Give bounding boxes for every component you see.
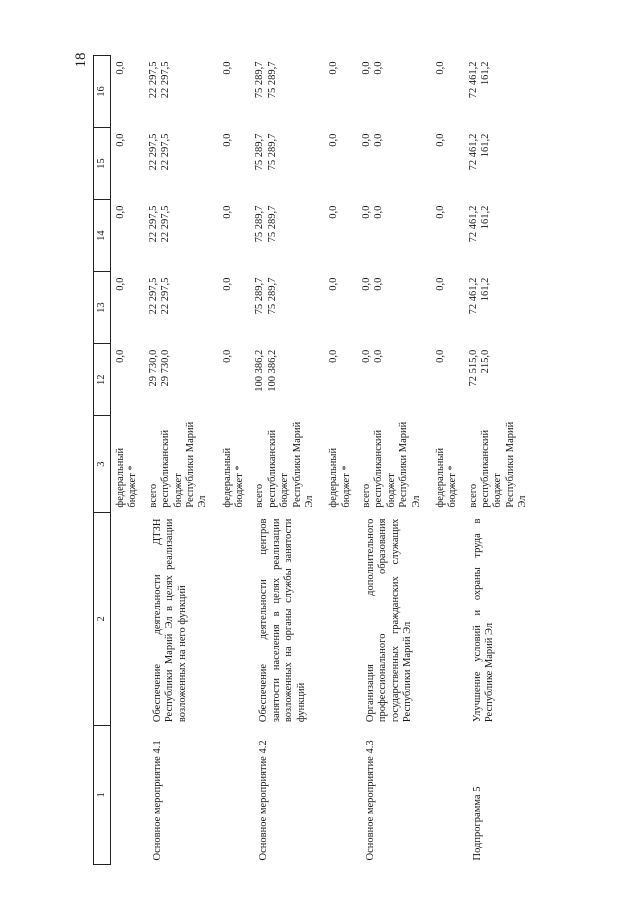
value-cell: 0,0 (373, 205, 385, 219)
value-cell: 161,2 (480, 61, 491, 86)
financing-table (93, 55, 530, 865)
value-cell: 75 289,7 (266, 277, 278, 315)
value-cell: 0,0 (373, 349, 385, 363)
value-cell: 22 297,5 (160, 205, 172, 243)
value-cell: 0,0 (115, 61, 126, 75)
value-cell: 0,0 (434, 205, 446, 219)
value-cell: 0,0 (221, 133, 233, 147)
value-cell: 75 289,7 (266, 133, 278, 171)
table-row (468, 56, 480, 865)
value-cell: 75 289,7 (266, 205, 278, 243)
source-label: федеральный бюджет * (221, 447, 245, 508)
value-cell: 0,0 (434, 133, 446, 147)
value-cell: 0,0 (373, 133, 385, 147)
value-cell: 100 386,2 (266, 349, 278, 392)
value-cell: 22 297,5 (147, 133, 159, 171)
measure-name: Обеспечение деятельности центров занятости населения в целях реализации возложенных на органы службы занятости функций (258, 518, 307, 723)
table-row (111, 56, 148, 865)
value-cell: 0,0 (373, 277, 385, 291)
value-cell: 29 730,0 (147, 349, 159, 387)
header-col-14: 14 (94, 200, 111, 272)
value-cell: 22 297,5 (160, 133, 172, 171)
header-row (94, 56, 111, 865)
value-cell: 100 386,2 (254, 349, 266, 392)
value-cell: 161,2 (480, 277, 491, 302)
source-label: республиканский бюджет Республики Марий Эл (266, 421, 315, 508)
table-row (148, 56, 160, 865)
rotated-page (93, 55, 529, 865)
value-cell: 22 297,5 (160, 61, 172, 99)
subprogram-code: Подпрограмма 5 (471, 786, 483, 861)
value-cell: 0,0 (328, 277, 340, 291)
source-label: федеральный бюджет * (328, 447, 352, 508)
value-cell: 75 289,7 (254, 133, 266, 171)
source-label: республиканский бюджет Республики Марий Эл (480, 421, 529, 508)
header-col-3: 3 (94, 416, 111, 513)
value-cell: 0,0 (328, 133, 340, 147)
value-cell: 0,0 (434, 277, 446, 291)
value-cell: 0,0 (115, 349, 126, 363)
value-cell: 72 461,2 (467, 61, 479, 99)
source-label: всего (254, 483, 266, 508)
value-cell: 0,0 (361, 277, 372, 291)
source-label: всего (147, 483, 159, 508)
subprogram-name: Улучшение условий и охраны труда в Республике Марий Эл (471, 518, 495, 723)
source-label: всего (361, 483, 372, 508)
table-row (361, 56, 373, 865)
value-cell: 0,0 (361, 205, 372, 219)
value-cell: 0,0 (115, 133, 126, 147)
header-col-1: 1 (94, 725, 111, 864)
value-cell: 22 297,5 (147, 277, 159, 315)
value-cell: 0,0 (221, 349, 233, 363)
header-col-15: 15 (94, 128, 111, 200)
source-label: федеральный бюджет * (434, 447, 459, 508)
source-label: всего (467, 483, 479, 508)
value-cell: 72 461,2 (467, 205, 479, 243)
value-cell: 0,0 (328, 349, 340, 363)
page-number: 18 (73, 52, 89, 68)
value-cell: 72 461,2 (467, 277, 479, 315)
measure-code: Основное мероприятие 4.2 (258, 740, 270, 861)
value-cell: 22 297,5 (160, 277, 172, 315)
header-col-13: 13 (94, 272, 111, 344)
value-cell: 161,2 (480, 133, 491, 158)
value-cell: 161,2 (480, 205, 491, 230)
value-cell: 0,0 (361, 61, 372, 75)
value-cell: 72 515,0 (467, 349, 479, 387)
value-cell: 0,0 (115, 277, 126, 291)
value-cell: 215,0 (480, 349, 491, 374)
header-col-16: 16 (94, 56, 111, 128)
measure-name: Обеспечение деятельности ДТЗН Республики Марий Эл в целях реализации возложенных на него функций (151, 518, 188, 723)
value-cell: 0,0 (373, 61, 385, 75)
source-label: республиканский бюджет Республики Марий Эл (373, 421, 422, 508)
header-col-12: 12 (94, 344, 111, 416)
value-cell: 0,0 (115, 205, 126, 219)
table-row (254, 56, 266, 865)
value-cell: 75 289,7 (266, 61, 278, 99)
measure-code: Основное мероприятие 4.3 (365, 740, 376, 861)
measure-code: Основное мероприятие 4.1 (151, 740, 163, 861)
value-cell: 0,0 (434, 349, 446, 363)
measure-name: Организация дополнительного профессионального образования государственных гражданских служащих Республики Марий Эл (365, 518, 414, 723)
value-cell: 0,0 (361, 133, 372, 147)
value-cell: 22 297,5 (147, 61, 159, 99)
value-cell: 0,0 (328, 61, 340, 75)
value-cell: 0,0 (328, 205, 340, 219)
value-cell: 75 289,7 (254, 277, 266, 315)
value-cell: 22 297,5 (147, 205, 159, 243)
value-cell: 0,0 (434, 61, 446, 75)
value-cell: 0,0 (361, 349, 372, 363)
value-cell: 75 289,7 (254, 205, 266, 243)
value-cell: 0,0 (221, 277, 233, 291)
value-cell: 75 289,7 (254, 61, 266, 99)
value-cell: 72 461,2 (467, 133, 479, 171)
value-cell: 0,0 (221, 205, 233, 219)
source-label: федеральный бюджет * (115, 447, 139, 508)
value-cell: 29 730,0 (160, 349, 172, 387)
value-cell: 0,0 (221, 61, 233, 75)
header-col-2: 2 (94, 513, 111, 726)
source-label: республиканский бюджет Республики Марий Эл (160, 421, 209, 508)
